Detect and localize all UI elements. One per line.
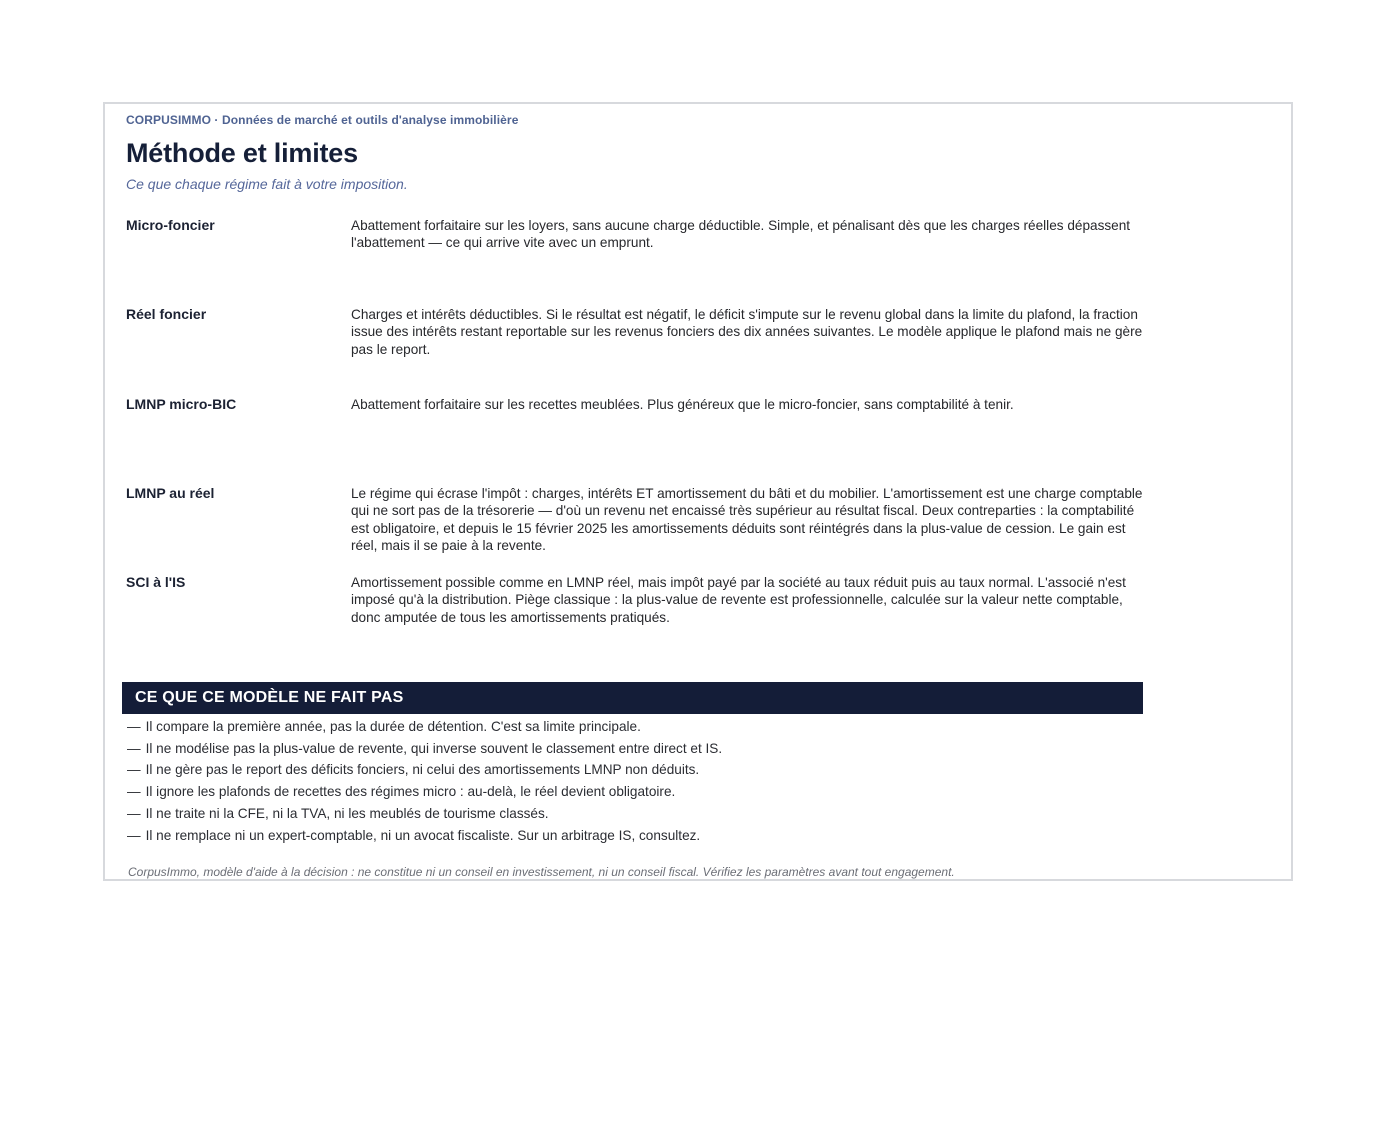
regime-name: Micro-foncier (126, 217, 215, 233)
dash-bullet: — (127, 762, 141, 778)
list-item-text: Il ignore les plafonds de recettes des régimes micro : au-delà, le réel devient obligatoire. (145, 784, 676, 800)
page-title: Méthode et limites (126, 138, 358, 168)
dash-bullet: — (127, 719, 141, 734)
dash-bullet: — (127, 827, 141, 843)
page-subtitle: Ce que chaque régime fait à votre imposition. (126, 176, 408, 192)
regime-name: SCI à l'IS (126, 574, 186, 590)
list-item-text: Il ne modélise pas la plus-value de revente, qui inverse souvent le classement entre direct et IS. (145, 740, 723, 756)
list-item-text: Il ne traite ni la CFE, ni la TVA, ni les meublés de tourisme classés. (145, 805, 549, 821)
regime-description: Amortissement possible comme en LMNP réel, mais impôt payé par la société au taux réduit puis au taux normal. L'associé n'est imposé qu'à la distribution. Piège classique : la plus-value de revente est professionnelle, calculée sur la valeur nette comptable, donc amputée de tous les amortissements pratiqués. (351, 575, 1126, 625)
list-item (127, 738, 722, 760)
dash-bullet: — (127, 740, 141, 756)
regime-description: Abattement forfaitaire sur les recettes meublées. Plus généreux que le micro-foncier, sans comptabilité à tenir. (351, 397, 1014, 412)
list-item-text: Il ne gère pas le report des déficits fonciers, ni celui des amortissements LMNP non déduits. (145, 762, 700, 778)
list-item (127, 781, 722, 803)
regime-name: LMNP micro-BIC (126, 396, 237, 412)
regime-name: LMNP au réel (126, 485, 215, 501)
dash-bullet: — (127, 784, 141, 800)
list-item (127, 716, 722, 738)
regime-description: Charges et intérêts déductibles. Si le résultat est négatif, le déficit s'impute sur le revenu global dans la limite du plafond, la fraction issue des intérêts restant reportable sur les revenus fonciers des dix années suivantes. Le modèle applique le plafond mais ne gère pas le report. (351, 307, 1143, 357)
dash-bullet: — (127, 805, 141, 821)
list-item (127, 759, 722, 781)
method-limits-panel (103, 102, 1293, 881)
limits-section-header: CE QUE CE MODÈLE NE FAIT PAS (122, 682, 1143, 714)
brand-line: CORPUSIMMO · Données de marché et outils d'analyse immobilière (126, 113, 519, 127)
list-item-text: Il ne remplace ni un expert-comptable, ni un avocat fiscaliste. Sur un arbitrage IS, consultez. (145, 827, 701, 843)
regime-description: Abattement forfaitaire sur les loyers, sans aucune charge déductible. Simple, et pénalisant dès que les charges réelles dépassent l'abattement — ce qui arrive vite avec un emprunt. (351, 218, 1131, 251)
limits-list (127, 716, 722, 846)
regime-description: Le régime qui écrase l'impôt : charges, intérêts ET amortissement du bâti et du mobilier. L'amortissement est une charge comptable qui ne sort pas de la trésorerie — d'où un revenu net encaissé très supérieur au résultat fiscal. Deux contreparties : la comptabilité est obligatoire, et depuis le 15 février 2025 les amortissements déduits sont réintégrés dans la plus-value de cession. Le gain est réel, mais il se paie à la revente. (351, 486, 1143, 554)
list-item (127, 803, 722, 825)
list-item (127, 825, 722, 847)
disclaimer-footer: CorpusImmo, modèle d'aide à la décision : ne constitue ni un conseil en investissement, ni un conseil fiscal. Vérifiez les paramètres avant tout engagement. (128, 865, 955, 879)
list-item-text: Il compare la première année, pas la durée de détention. C'est sa limite principale. (145, 719, 641, 734)
regime-name: Réel foncier (126, 306, 207, 322)
